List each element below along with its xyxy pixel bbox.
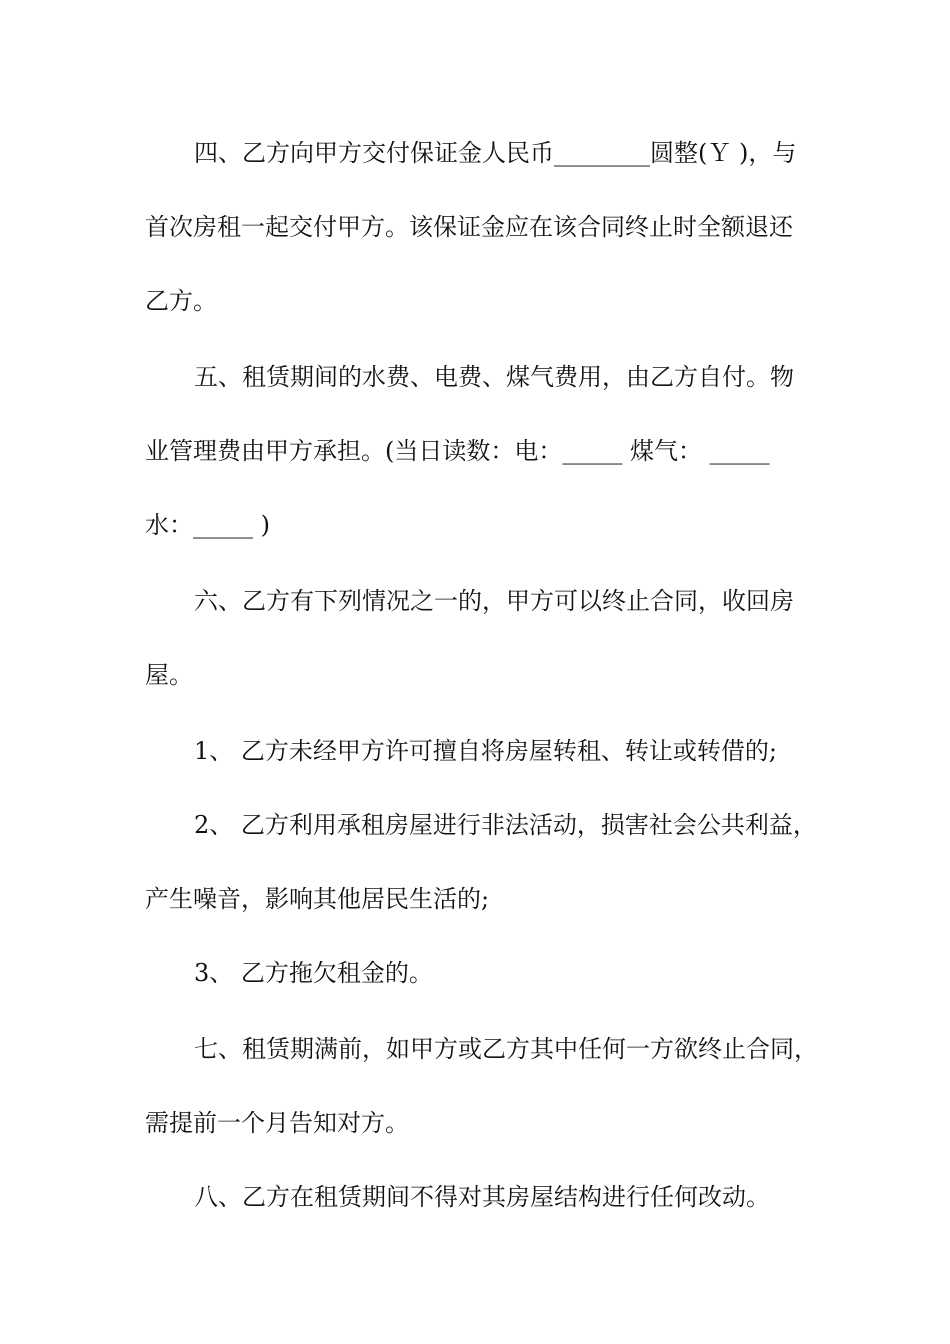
clause-4-line-3: 乙方。	[145, 287, 217, 315]
clause-5-line-2: 业管理费由甲方承担。(当日读数：电：_____ 煤气： _____	[145, 437, 770, 465]
clause-6-item-1: 1、 乙方未经甲方许可擅自将房屋转租、转让或转借的;	[194, 737, 777, 765]
clause-6-item-2-line-1: 2、 乙方利用承租房屋进行非法活动，损害社会公共利益，	[194, 811, 817, 839]
clause-6-line-2: 屋。	[145, 661, 193, 689]
clause-8-line-1: 八、乙方在租赁期间不得对其房屋结构进行任何改动。	[194, 1183, 770, 1211]
clause-4-line-2: 首次房租一起交付甲方。该保证金应在该合同终止时全额退还	[145, 213, 793, 241]
clause-4-line-1: 四、乙方向甲方交付保证金人民币________圆整(Ｙ )，与	[194, 139, 797, 167]
clause-5-line-3: 水：_____ )	[145, 511, 270, 539]
clause-7-line-1: 七、租赁期满前，如甲方或乙方其中任何一方欲终止合同，	[194, 1035, 818, 1063]
clause-6-item-3: 3、 乙方拖欠租金的。	[194, 959, 433, 987]
clause-6-line-1: 六、乙方有下列情况之一的，甲方可以终止合同，收回房	[194, 587, 794, 615]
clause-6-item-2-line-2: 产生噪音，影响其他居民生活的;	[145, 885, 490, 913]
clause-5-line-1: 五、租赁期间的水费、电费、煤气费用，由乙方自付。物	[194, 363, 794, 391]
clause-7-line-2: 需提前一个月告知对方。	[145, 1109, 409, 1137]
